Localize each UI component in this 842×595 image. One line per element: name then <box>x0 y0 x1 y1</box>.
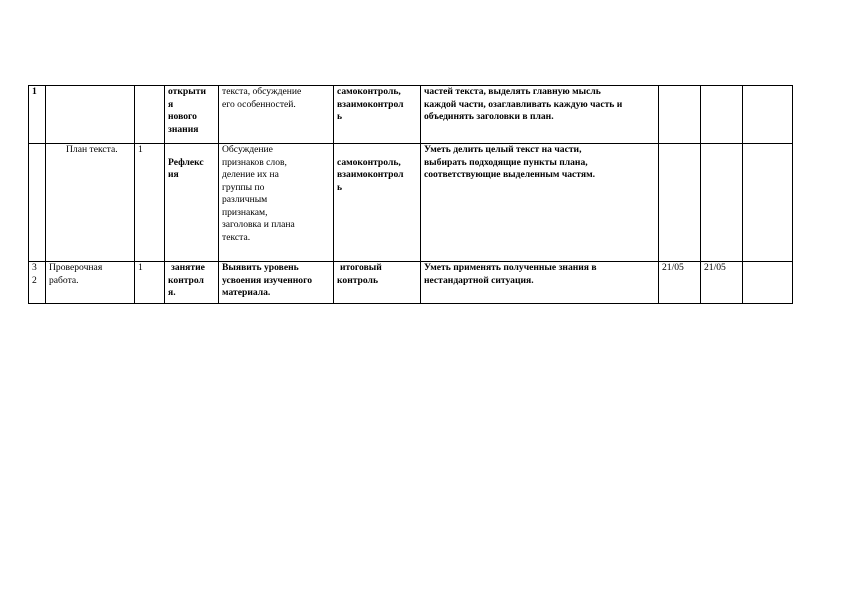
hours-cell <box>135 86 165 144</box>
date-plan-cell <box>659 86 701 144</box>
hours-cell: 1 <box>135 262 165 304</box>
notes-cell <box>743 262 793 304</box>
hours-cell: 1 <box>135 144 165 262</box>
control-cell: итоговый контроль <box>334 262 421 304</box>
notes-cell <box>743 144 793 262</box>
control-cell: самоконтроль, взаимоконтрол ь <box>334 86 421 144</box>
topic-cell: Проверочная работа. <box>46 262 135 304</box>
date-fact-cell: 21/05 <box>701 262 743 304</box>
date-plan-cell <box>659 144 701 262</box>
lesson-type-cell: Рефлекс ия <box>165 144 219 262</box>
date-plan-cell: 21/05 <box>659 262 701 304</box>
results-cell: Уметь применять полученные знания в нестандартной ситуация. <box>421 262 659 304</box>
date-fact-cell <box>701 86 743 144</box>
lesson-type-cell: открыти я нового знания <box>165 86 219 144</box>
notes-cell <box>743 86 793 144</box>
results-cell: Уметь делить целый текст на части, выбирать подходящие пункты плана, соответствующие выделенным частям. <box>421 144 659 262</box>
topic-cell: План текста. <box>46 144 135 262</box>
lesson-plan-table <box>28 85 793 304</box>
activity-cell: Выявить уровень усвоения изученного материала. <box>219 262 334 304</box>
date-fact-cell <box>701 144 743 262</box>
lesson-type-cell: занятие контрол я. <box>165 262 219 304</box>
control-cell: самоконтроль, взаимоконтрол ь <box>334 144 421 262</box>
table-row <box>29 86 793 144</box>
activity-cell: Обсуждение признаков слов, деление их на группы по различным признакам, заголовка и плана текста. <box>219 144 334 262</box>
results-cell: частей текста, выделять главную мысль каждой части, озаглавливать каждую часть и объединять заголовки в план. <box>421 86 659 144</box>
lesson-number-cell: 1 <box>29 86 46 144</box>
activity-cell: текста, обсуждение его особенностей. <box>219 86 334 144</box>
topic-cell <box>46 86 135 144</box>
table-row <box>29 144 793 262</box>
table-row <box>29 262 793 304</box>
lesson-number-cell <box>29 144 46 262</box>
lesson-number-cell: 3 2 <box>29 262 46 304</box>
